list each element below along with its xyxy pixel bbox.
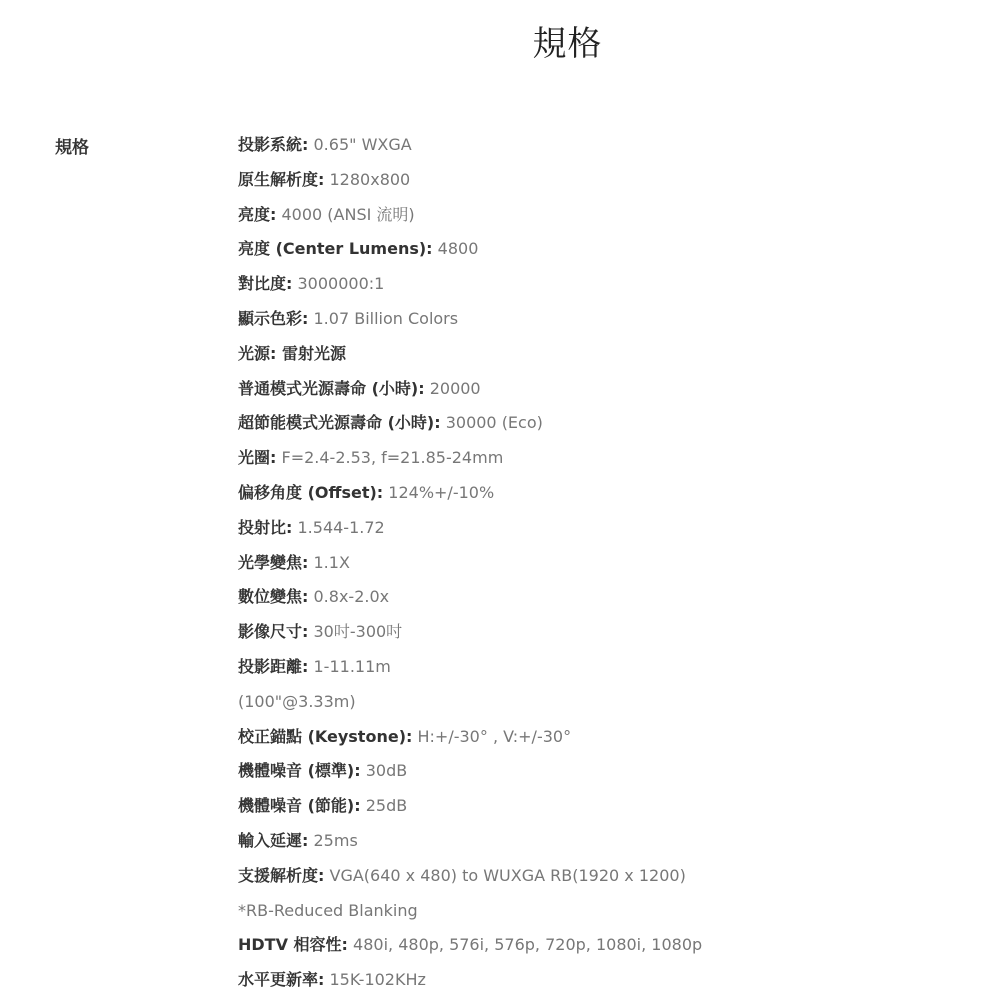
- spec-label: 投影距離:: [238, 656, 309, 676]
- spec-row-horizontal-refresh: [238, 963, 978, 998]
- spec-row-noise-standard: [238, 754, 978, 789]
- spec-row-projection-distance-note: [238, 685, 978, 720]
- spec-label: 原生解析度:: [238, 169, 325, 189]
- spec-row-native-resolution: [238, 163, 978, 198]
- spec-value: 1.1X: [313, 552, 350, 572]
- spec-label: 亮度 (Center Lumens):: [238, 239, 433, 259]
- spec-label: 偏移角度 (Offset):: [238, 482, 384, 502]
- page-title: 規格: [532, 24, 603, 64]
- spec-row-lamp-life-normal: [238, 372, 978, 407]
- spec-row-brightness: [238, 198, 978, 233]
- spec-value: 1.07 Billion Colors: [313, 308, 459, 328]
- spec-list: [238, 128, 978, 998]
- spec-label: 光圈:: [238, 448, 277, 468]
- spec-row-digital-zoom: [238, 580, 978, 615]
- spec-row-input-lag: [238, 824, 978, 859]
- spec-value: 30吋-300吋: [313, 622, 403, 642]
- spec-value: 30000 (Eco): [445, 413, 543, 433]
- spec-row-offset: [238, 476, 978, 511]
- spec-label: HDTV 相容性:: [238, 935, 348, 955]
- spec-row-light-source: [238, 337, 978, 372]
- spec-label: 亮度:: [238, 204, 277, 224]
- spec-row-projection-system: [238, 128, 978, 163]
- spec-value: 1-11.11m: [313, 656, 391, 676]
- spec-value: F=2.4-2.53, f=21.85-24mm: [281, 448, 504, 468]
- spec-label: 超節能模式光源壽命 (小時):: [238, 413, 441, 433]
- spec-label: 支援解析度:: [238, 865, 325, 885]
- spec-label: 影像尺寸:: [238, 622, 309, 642]
- spec-label: 數位變焦:: [238, 587, 309, 607]
- spec-label: 投射比:: [238, 517, 293, 537]
- spec-value: 124%+/-10%: [388, 482, 495, 502]
- spec-value: *RB-Reduced Blanking: [238, 900, 418, 920]
- spec-value: 480i, 480p, 576i, 576p, 720p, 1080i, 1080p: [353, 935, 703, 955]
- spec-label: 機體噪音 (標準):: [238, 761, 361, 781]
- spec-row-resolution-note: [238, 894, 978, 929]
- spec-value: 0.8x-2.0x: [313, 587, 390, 607]
- spec-value: H:+/-30° , V:+/-30°: [417, 726, 572, 746]
- spec-row-aperture: [238, 441, 978, 476]
- spec-row-hdtv-compatibility: [238, 928, 978, 963]
- spec-value: 25dB: [365, 796, 408, 816]
- spec-row-center-brightness: [238, 232, 978, 267]
- spec-row-projection-distance: [238, 650, 978, 685]
- spec-row-image-size: [238, 615, 978, 650]
- spec-label: 普通模式光源壽命 (小時):: [238, 378, 425, 398]
- spec-value: 4800: [437, 239, 479, 259]
- spec-value: 0.65" WXGA: [313, 135, 412, 154]
- spec-label: 輸入延遲:: [238, 830, 309, 850]
- spec-row-lamp-life-eco: [238, 406, 978, 441]
- spec-label: 投影系統:: [238, 135, 309, 154]
- spec-value: VGA(640 x 480) to WUXGA RB(1920 x 1200): [329, 865, 686, 885]
- spec-row-contrast: [238, 267, 978, 302]
- spec-label: 顯示色彩:: [238, 308, 309, 328]
- spec-value: (100"@3.33m): [238, 691, 356, 711]
- spec-label: 光學變焦:: [238, 552, 309, 572]
- spec-label: 校正錨點 (Keystone):: [238, 726, 413, 746]
- spec-value: 1280x800: [329, 169, 411, 189]
- spec-value: 25ms: [313, 830, 358, 850]
- spec-label: 對比度:: [238, 274, 293, 294]
- spec-label: 水平更新率:: [238, 970, 325, 990]
- spec-row-keystone: [238, 720, 978, 755]
- spec-value: 1.544-1.72: [297, 517, 385, 537]
- spec-value: 15K-102KHz: [329, 970, 426, 990]
- spec-label: 機體噪音 (節能):: [238, 796, 361, 816]
- spec-value: 4000 (ANSI 流明): [281, 204, 415, 224]
- spec-row-optical-zoom: [238, 546, 978, 581]
- spec-row-throw-ratio: [238, 511, 978, 546]
- spec-value: 20000: [429, 378, 481, 398]
- spec-value: 30dB: [365, 761, 408, 781]
- spec-row-supported-resolution: [238, 859, 978, 894]
- spec-label: 光源: 雷射光源: [238, 343, 346, 363]
- spec-row-noise-eco: [238, 789, 978, 824]
- spec-row-display-color: [238, 302, 978, 337]
- spec-value: 3000000:1: [297, 274, 385, 294]
- section-label: 規格: [55, 138, 89, 158]
